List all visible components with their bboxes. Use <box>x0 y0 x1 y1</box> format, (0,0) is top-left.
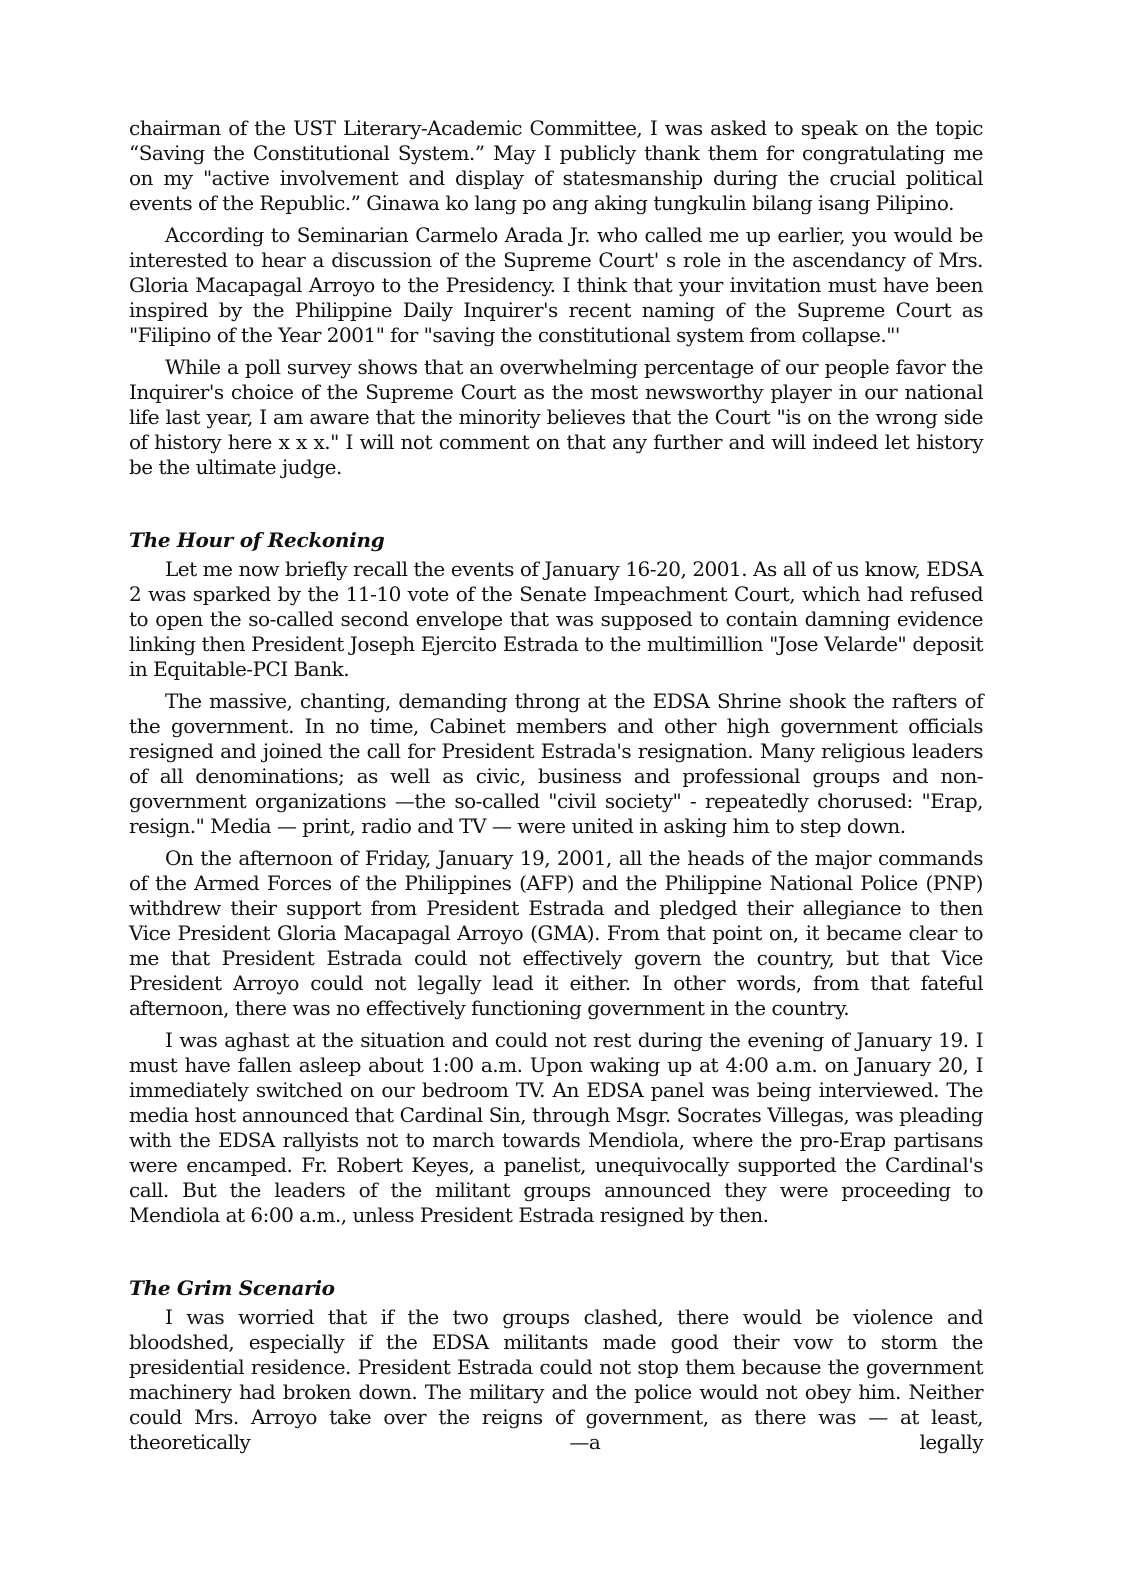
section-hour-of-reckoning <box>129 528 983 1228</box>
document-page <box>129 116 983 1455</box>
paragraph: I was aghast at the situation and could not rest during the evening of January 19. I must have fallen asleep about 1:00 a.m. Upon waking up at 4:00 a.m. on January 20, I immediately switched on our bedroom TV. An EDSA panel was being interviewed. The media host announced that Cardinal Sin, through Msgr. Socrates Villegas, was pleading with the EDSA rallyists not to march towards Mendiola, where the pro-Erap partisans were encamped. Fr. Robert Keyes, a panelist, unequivocally supported the Cardinal's call. But the leaders of the militant groups announced they were proceeding to Mendiola at 6:00 a.m., unless President Estrada resigned by then. <box>129 1028 983 1227</box>
paragraph-intro-3: While a poll survey shows that an overwhelming percentage of our people favor the Inquirer's choice of the Supreme Court as the most newsworthy player in our national life last year, I am aware that the minority believes that the Court "is on the wrong side of history here x x x." I will not comment on that any further and will indeed let history be the ultimate judge. <box>129 355 983 479</box>
paragraph: The massive, chanting, demanding throng at the EDSA Shrine shook the rafters of the government. In no time, Cabinet members and other high government officials resigned and joined the call for President Estrada's resignation. Many religious leaders of all denominations; as well as civic, business and professional groups and non-government organizations —the so-called "civil society" - repeatedly chorused: "Erap, resign." Media — print, radio and TV — were united in asking him to step down. <box>129 689 983 838</box>
paragraph: I was worried that if the two groups clashed, there would be violence and bloodshed, especially if the EDSA militants made good their vow to storm the presidential residence. President Estrada could not stop them because the government machinery had broken down. The military and the police would not obey him. Neither could Mrs. Arroyo take over the reigns of government, as there was — at least, theoretically —a legally <box>129 1305 983 1454</box>
intro-block <box>129 116 983 480</box>
section-heading: The Hour of Reckoning <box>129 528 385 552</box>
paragraph-intro-1: chairman of the UST Literary-Academic Committee, I was asked to speak on the topic “Saving the Constitutional System.” May I publicly thank them for congratulating me on my "active involvement and display of statesmanship during the crucial political events of the Republic.” Ginawa ko lang po ang aking tungkulin bilang isang Pilipino. <box>129 116 983 215</box>
paragraph: Let me now briefly recall the events of January 16-20, 2001. As all of us know, EDSA 2 was sparked by the 11-10 vote of the Senate Impeachment Court, which had refused to open the so-called second envelope that was supposed to contain damning evidence linking then President Joseph Ejercito Estrada to the multimillion "Jose Velarde" deposit in Equitable-PCI Bank. <box>129 557 983 681</box>
paragraph: On the afternoon of Friday, January 19, 2001, all the heads of the major commands of the Armed Forces of the Philippines (AFP) and the Philippine National Police (PNP) withdrew their support from President Estrada and pledged their allegiance to then Vice President Gloria Macapagal Arroyo (GMA). From that point on, it became clear to me that President Estrada could not effectively govern the country, but that Vice President Arroyo could not legally lead it either. In other words, from that fateful afternoon, there was no effectively functioning government in the country. <box>129 846 983 1020</box>
section-heading: The Grim Scenario <box>129 1276 335 1300</box>
paragraph-intro-2: According to Seminarian Carmelo Arada Jr. who called me up earlier, you would be interested to hear a discussion of the Supreme Court' s role in the ascendancy of Mrs. Gloria Macapagal Arroyo to the Presidency. I think that your invitation must have been inspired by the Philippine Daily Inquirer's recent naming of the Supreme Court as "Filipino of the Year 2001" for "saving the constitutional system from collapse."' <box>129 223 983 347</box>
section-grim-scenario <box>129 1276 983 1455</box>
